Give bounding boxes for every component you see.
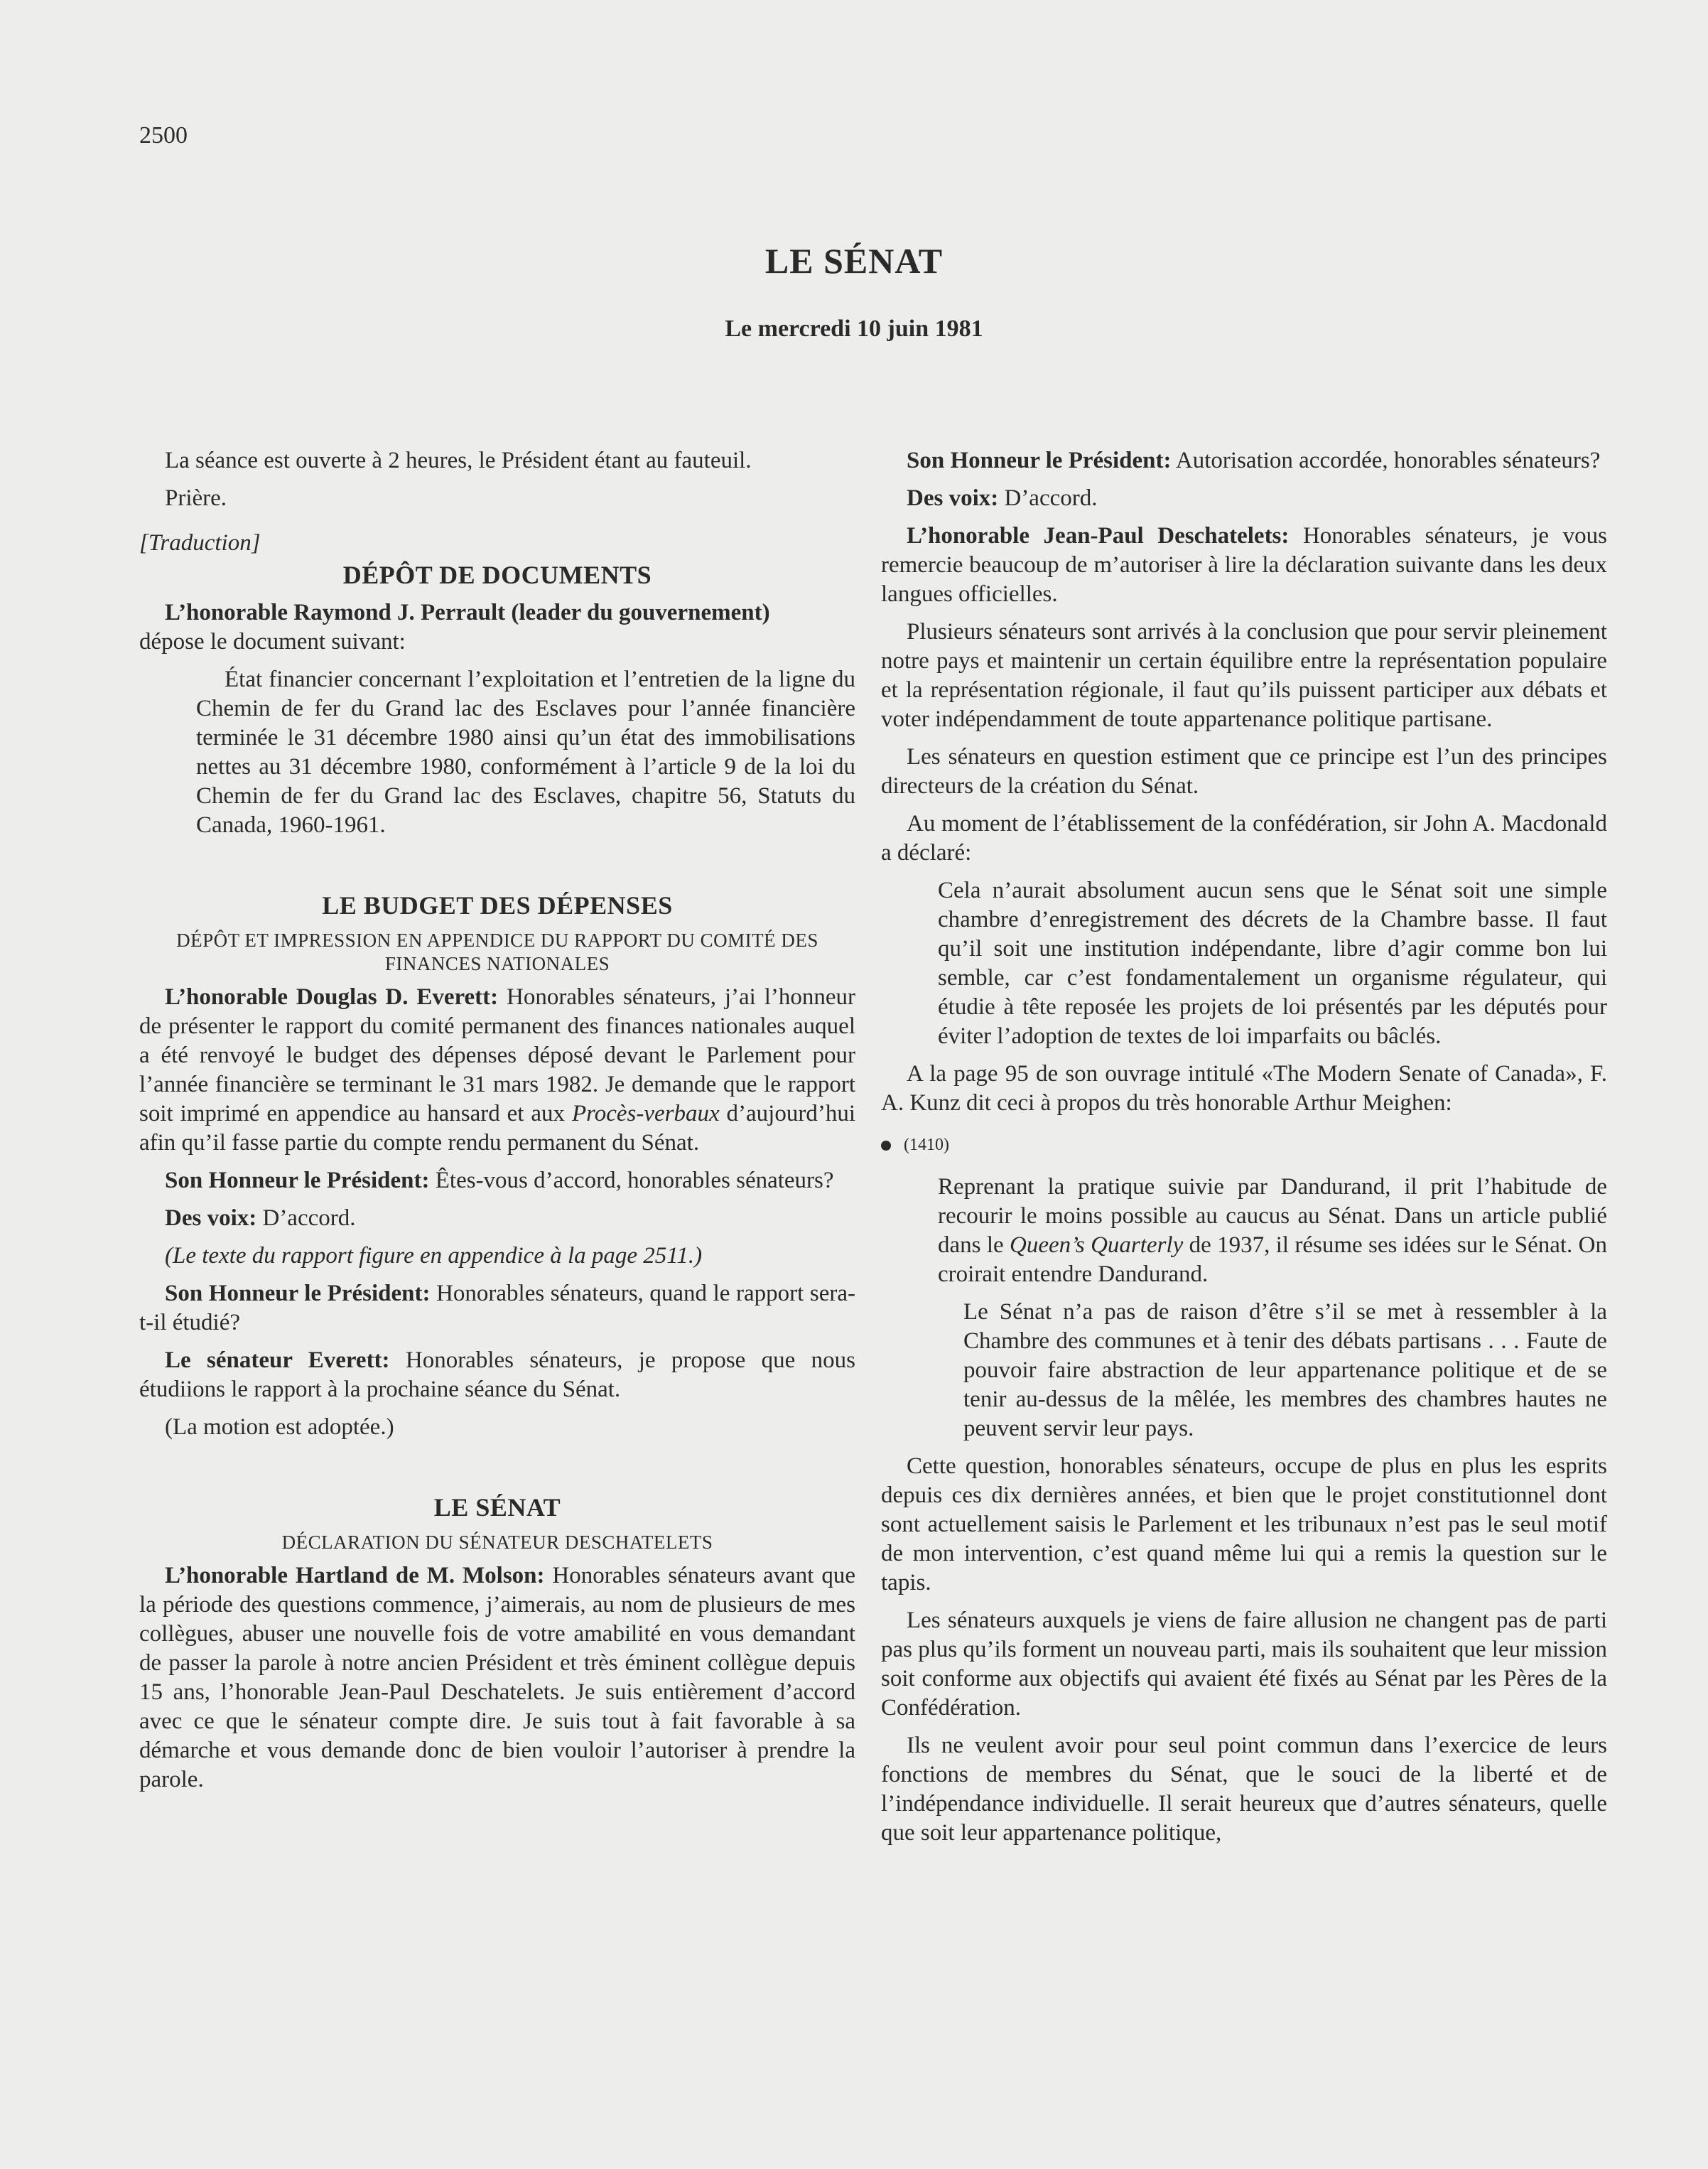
voix-paragraph-2 bbox=[881, 484, 1607, 513]
section-heading-senat: LE SÉNAT bbox=[433, 1493, 561, 1522]
depot-text: dépose le document suivant: bbox=[139, 629, 406, 655]
speaker-voix: Des voix: bbox=[907, 485, 999, 511]
queens-quarterly-italic: Queen’s Quarterly bbox=[1010, 1232, 1184, 1258]
meighen-quote: Le Sénat n’a pas de raison d’être s’il se met à ressembler à la Chambre des communes et à tenir des débats partisans . . . Faute de pouvoir faire abstraction de leur appartenance politique et de se tenir au-dessus de la mêlée, les membres des chambres hautes ne peuvent servir leur pays. bbox=[963, 1299, 1607, 1441]
president-text-1: Êtes-vous d’accord, honorables sénateurs? bbox=[429, 1168, 834, 1193]
depot-paragraph bbox=[139, 598, 855, 657]
molson-paragraph bbox=[139, 1561, 855, 1794]
voix-paragraph-1 bbox=[139, 1204, 855, 1233]
everett-text-2: Honorables sénateurs, je propose que nous étudiions le rapport à la prochaine séance du Sénat. bbox=[139, 1347, 855, 1402]
paragraph-principe: Les sénateurs en question estiment que ce principe est l’un des principes directeurs de la création du Sénat. bbox=[881, 744, 1607, 799]
paragraph-question: Cette question, honorables sénateurs, occupe de plus en plus les esprits depuis ces dix dernières années, et bien que le projet constitutionnel dont sont actuellement saisis le Parlement et les tribunaux n’est pas le seul motif de mon intervention, c’est quand même lui qui a remis la question sur le tapis. bbox=[881, 1453, 1607, 1595]
everett-paragraph bbox=[139, 983, 855, 1158]
right-column bbox=[881, 446, 1607, 1856]
paragraph-liberte: Ils ne veulent avoir pour seul point commun dans l’exercice de leurs fonctions de membres du Sénat, que le souci de la liberté et de l’indépendance individuelle. Il serait heureux que d’autres sénateurs, quelle que soit leur appartenance politique, bbox=[881, 1733, 1607, 1846]
kunz-quote bbox=[881, 1173, 1607, 1289]
paragraph-kunz: A la page 95 de son ouvrage intitulé «The Modern Senate of Canada», F. A. Kunz dit ceci à propos du très honorable Arthur Meighen: bbox=[881, 1061, 1607, 1116]
speaker-deschatelets: L’honorable Jean-Paul Deschatelets: bbox=[907, 523, 1290, 549]
section-heading-budget: LE BUDGET DES DÉPENSES bbox=[322, 891, 673, 920]
voix-text-2: D’accord. bbox=[998, 485, 1098, 511]
appendix-note: (Le texte du rapport figure en appendice à la page 2511.) bbox=[165, 1243, 703, 1269]
speaker-perrault: L’honorable Raymond J. Perrault (leader du gouvernement) bbox=[165, 600, 770, 625]
kunz-quote-a: Reprenant la pratique suivie par Dandurand, il prit l’habitude de recourir le moins possible au caucus au Sénat. Dans un article publié dans le bbox=[938, 1174, 1607, 1258]
kunz-quote-b: de 1937, il résume ses idées sur le Sénat. On croirait entendre Dandurand. bbox=[938, 1232, 1607, 1287]
paragraph-allusion: Les sénateurs auxquels je viens de faire allusion ne changent pas de parti pas plus qu’ils forment un nouveau parti, mais ils souhaitent que leur mission soit conforme aux objectifs qui avaient été fixés au Sénat par les Pères de la Confédération. bbox=[881, 1608, 1607, 1721]
paragraph-plusieurs: Plusieurs sénateurs sont arrivés à la conclusion que pour servir pleinement notre pays et maintenir un certain équilibre entre la représentation populaire et la représentation régionale, il faut qu’ils puissent participer aux débats et voter indépendamment de toute appartenance politique partisane. bbox=[881, 619, 1607, 732]
motion-adopted: (La motion est adoptée.) bbox=[165, 1414, 394, 1440]
page-title: LE SÉNAT bbox=[764, 241, 944, 281]
speaker-molson: L’honorable Hartland de M. Molson: bbox=[165, 1563, 545, 1588]
time-marker bbox=[881, 1131, 1607, 1160]
voix-text-1: D’accord. bbox=[256, 1205, 356, 1231]
speaker-voix: Des voix: bbox=[165, 1205, 257, 1231]
president-paragraph-2 bbox=[139, 1279, 855, 1338]
macdonald-quote: Cela n’aurait absolument aucun sens que le Sénat soit une simple chambre d’enregistrement des décrets de la Chambre basse. Il faut qu’il soit une institution indépendante, libre d’agir comme bon lui semble, car c’est fondamentalement un organisme régulateur, qui étudie à tête reposée les projets de loi présentés par les députés pour éviter l’adoption de textes de loi imparfaits ou bâclés. bbox=[938, 878, 1607, 1049]
molson-text: Honorables sénateurs avant que la période des questions commence, j’aimerais, au nom de plusieurs de mes collègues, abuser une nouvelle fois de votre amabilité en vous demandant de passer la parole à notre ancien Président et très éminent collègue depuis 15 ans, l’honorable Jean-Paul Deschatelets. Je suis entièrement d’accord avec ce que le sénateur compte dire. Je suis tout à fait favorable à sa démarche et vous demande donc de bien vouloir l’autoriser à prendre la parole. bbox=[139, 1563, 855, 1792]
everett-paragraph-2 bbox=[139, 1346, 855, 1404]
paragraph-macdonald: Au moment de l’établissement de la confédération, sir John A. Macdonald a déclaré: bbox=[881, 811, 1607, 866]
president-text-3: Autorisation accordée, honorables sénateurs? bbox=[1171, 448, 1601, 473]
president-text-2: Honorables sénateurs, quand le rapport sera-t-il étudié? bbox=[139, 1281, 855, 1335]
deschatelets-paragraph bbox=[881, 522, 1607, 609]
speaker-everett: L’honorable Douglas D. Everett: bbox=[165, 984, 499, 1010]
subheading-senat: DÉCLARATION DU SÉNATEUR DESCHATELETS bbox=[281, 1532, 713, 1553]
everett-text-b: d’aujourd’hui afin qu’il fasse partie du compte rendu permanent du Sénat. bbox=[139, 1101, 855, 1156]
section-heading-depot: DÉPÔT DE DOCUMENTS bbox=[342, 561, 652, 589]
speaker-president: Son Honneur le Président: bbox=[165, 1281, 431, 1306]
traduction-note: [Traduction] bbox=[139, 530, 261, 556]
page-number: 2500 bbox=[139, 122, 188, 149]
opening-paragraph: La séance est ouverte à 2 heures, le Président étant au fauteuil. bbox=[165, 448, 752, 473]
left-column bbox=[139, 446, 855, 1803]
time-marker-text: (1410) bbox=[904, 1136, 949, 1154]
president-paragraph-1 bbox=[139, 1166, 855, 1195]
subheading-budget: DÉPÔT ET IMPRESSION EN APPENDICE DU RAPPORT DU COMITÉ DES FINANCES NATIONALES bbox=[176, 930, 818, 974]
speaker-senateur-everett: Le sénateur Everett: bbox=[165, 1347, 390, 1373]
priere-paragraph: Prière. bbox=[165, 485, 227, 511]
depot-document-quote: État financier concernant l’exploitation et l’entretien de la ligne du Chemin de fer du Grand lac des Esclaves pour l’année financière terminée le 31 décembre 1980 ainsi qu’un état des immobilisations nettes au 31 décembre 1980, conformément à l’article 9 de la loi du Chemin de fer du Grand lac des Esclaves, chapitre 56, Statuts du Canada, 1960-1961. bbox=[196, 667, 855, 838]
everett-text-a: Honorables sénateurs, j’ai l’honneur de présenter le rapport du comité permanent des finances nationales auquel a été renvoyé le budget des dépenses déposé devant le Parlement pour l’année financière se terminant le 31 mars 1982. Je demande que le rapport soit imprimé en appendice au hansard et aux bbox=[139, 984, 855, 1126]
sitting-date: Le mercredi 10 juin 1981 bbox=[725, 316, 983, 342]
speaker-president: Son Honneur le Président: bbox=[907, 448, 1172, 473]
proces-verbaux-italic: Procès-verbaux bbox=[571, 1101, 720, 1126]
bullet-icon bbox=[881, 1141, 891, 1151]
speaker-president: Son Honneur le Président: bbox=[165, 1168, 430, 1193]
deschatelets-text: Honorables sénateurs, je vous remercie beaucoup de m’autoriser à lire la déclaration suivante dans les deux langues officielles. bbox=[881, 523, 1607, 607]
president-paragraph-3 bbox=[881, 446, 1607, 475]
